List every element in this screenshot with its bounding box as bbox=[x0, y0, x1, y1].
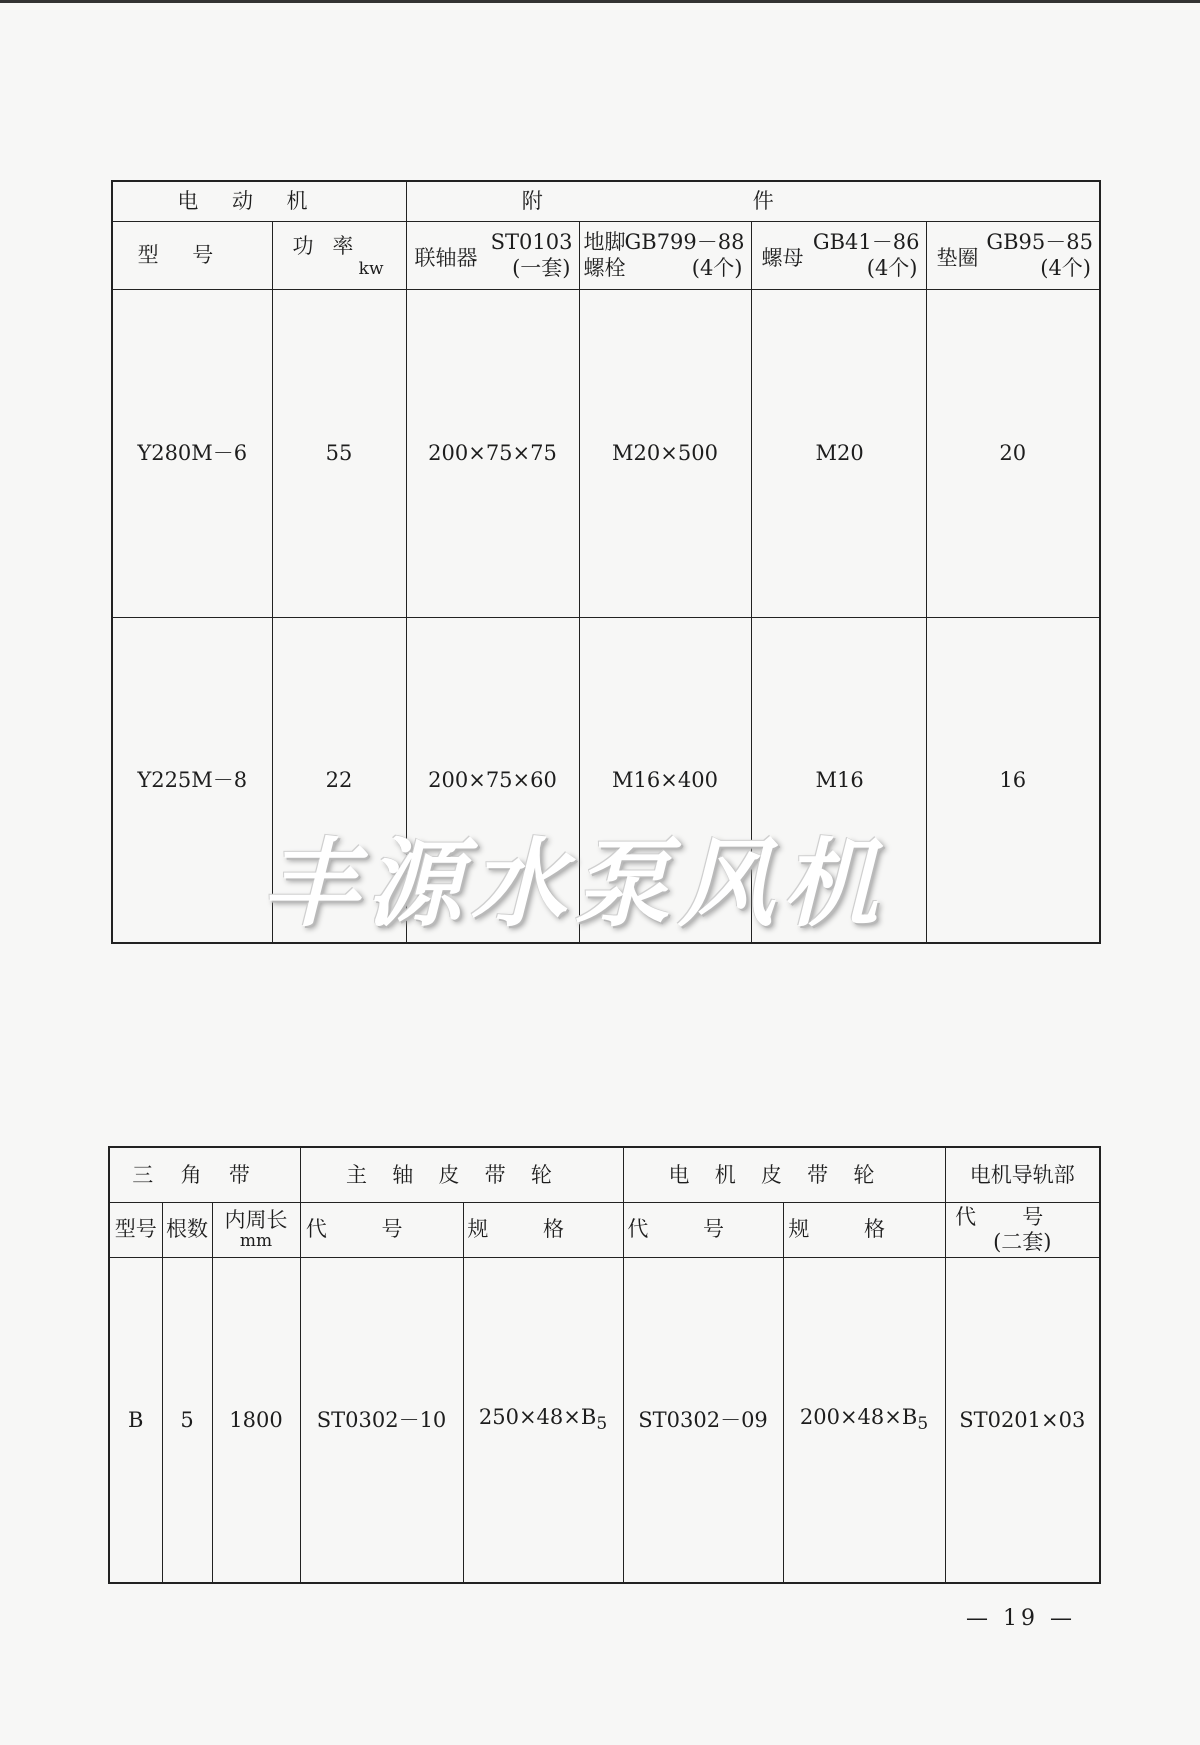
table-row bbox=[112, 289, 1100, 617]
header-rail-group: 电机导轨部 bbox=[945, 1147, 1100, 1202]
header-coupling: 联轴器 ST0103 (一套) bbox=[406, 221, 579, 289]
header-spindle-code: 代号 bbox=[300, 1202, 463, 1257]
cell-washer: 16 bbox=[926, 617, 1100, 943]
header-belt-length: 内周长 mm bbox=[212, 1202, 300, 1257]
table-row bbox=[109, 1257, 1100, 1583]
page-number: — 19 — bbox=[966, 1606, 1076, 1631]
header-rail-code: 代号 (二套) bbox=[945, 1202, 1100, 1257]
cell-model: Y280M－6 bbox=[112, 289, 272, 617]
belt-pulley-table bbox=[108, 1146, 1101, 1584]
cell-model: Y225M－8 bbox=[112, 617, 272, 943]
header-vbelt-group: 三角带 bbox=[109, 1147, 300, 1202]
header-motor-group: 电动机 bbox=[112, 181, 406, 221]
cell-belt-count: 5 bbox=[162, 1257, 212, 1583]
cell-coupling: 200×75×60 bbox=[406, 617, 579, 943]
cell-spindle-spec: $250\times 48\times B_5$ bbox=[463, 1257, 623, 1583]
top-edge-line bbox=[0, 0, 1200, 3]
cell-bolt: M16×400 bbox=[579, 617, 751, 943]
header-motor-spec: 规格 bbox=[783, 1202, 945, 1257]
cell-belt-type: B bbox=[109, 1257, 162, 1583]
header-washer: 垫圈 GB95－85 (4个) bbox=[926, 221, 1100, 289]
header-anchor-bolt: 地脚 GB799－88 螺栓 (4个) bbox=[579, 221, 751, 289]
cell-power: 55 bbox=[272, 289, 406, 617]
header-nut: 螺母 GB41－86 (4个) bbox=[751, 221, 926, 289]
cell-rail: ST0201×03 bbox=[945, 1257, 1100, 1583]
cell-spindle-code: ST0302－10 bbox=[300, 1257, 463, 1583]
header-power: 功率 kw bbox=[272, 221, 406, 289]
header-model: 型号 bbox=[112, 221, 272, 289]
cell-motor-spec: $200\times 48\times B_5$ bbox=[783, 1257, 945, 1583]
header-spindle-spec: 规格 bbox=[463, 1202, 623, 1257]
cell-power: 22 bbox=[272, 617, 406, 943]
header-belt-count: 根数 bbox=[162, 1202, 212, 1257]
cell-washer: 20 bbox=[926, 289, 1100, 617]
cell-belt-length: 1800 bbox=[212, 1257, 300, 1583]
header-belt-type: 型号 bbox=[109, 1202, 162, 1257]
header-accessories-group: 附件 bbox=[406, 181, 1100, 221]
cell-nut: M16 bbox=[751, 617, 926, 943]
watermark-text: 丰源水泵风机 bbox=[262, 828, 886, 940]
cell-bolt: M20×500 bbox=[579, 289, 751, 617]
cell-motor-code: ST0302－09 bbox=[623, 1257, 783, 1583]
header-motor-code: 代号 bbox=[623, 1202, 783, 1257]
header-spindle-pulley-group: 主轴皮带轮 bbox=[300, 1147, 623, 1202]
header-motor-pulley-group: 电机皮带轮 bbox=[623, 1147, 945, 1202]
cell-nut: M20 bbox=[751, 289, 926, 617]
cell-coupling: 200×75×75 bbox=[406, 289, 579, 617]
